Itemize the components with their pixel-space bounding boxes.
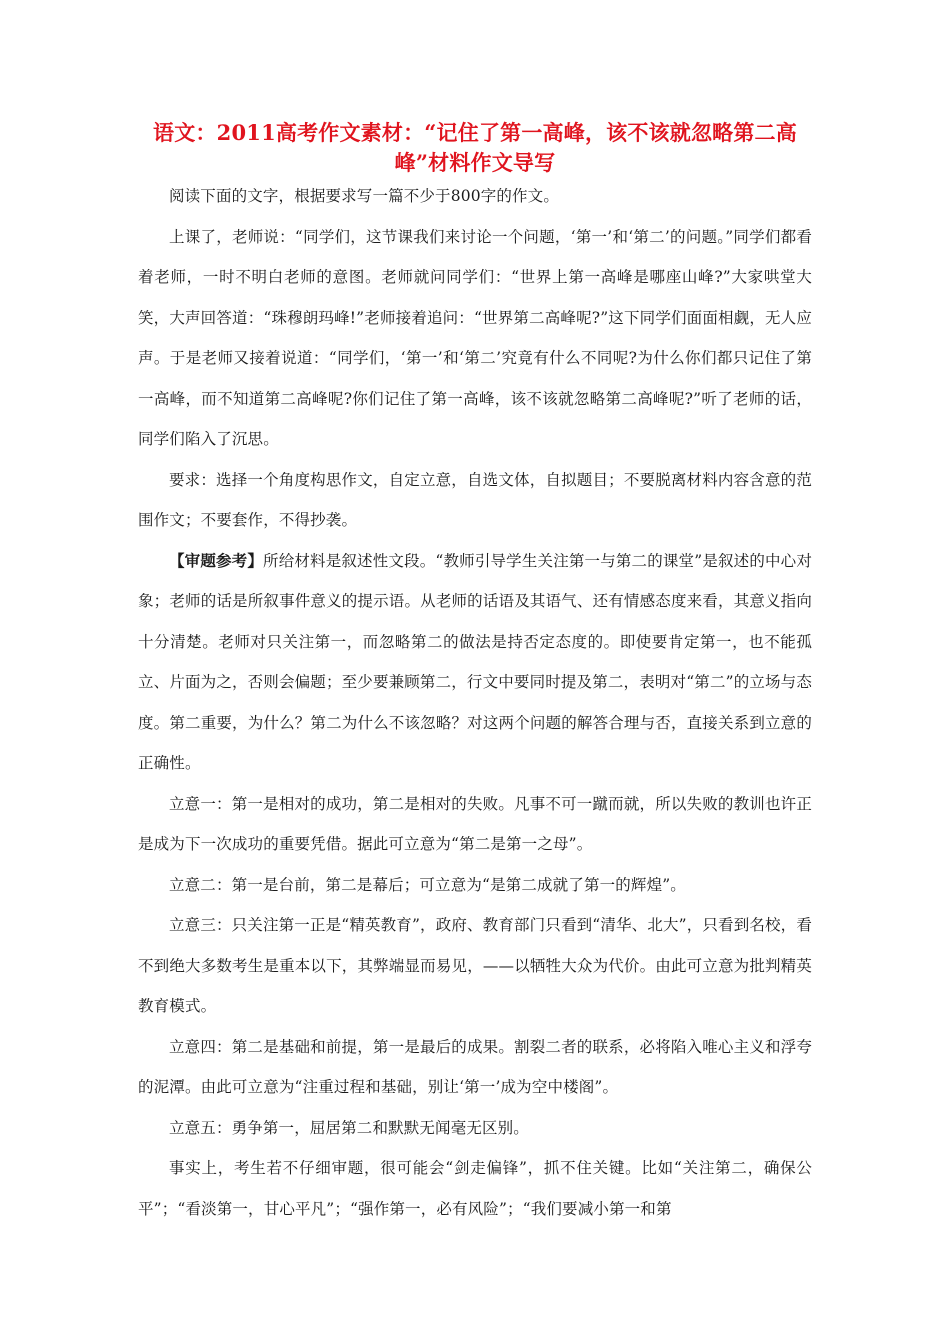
prompt-instruction: 阅读下面的文字，根据要求写一篇不少于800字的作文。 (169, 187, 559, 205)
closing-paragraph: 事实上，考生若不仔细审题，很可能会“剑走偏锋”，抓不住关键。比如“关注第二，确保公平”；“看淡第一，甘心平凡”；“强作第一，必有风险”；“我们要减小第一和第 (138, 1159, 812, 1218)
material-story: 上课了，老师说：“同学们，这节课我们来讨论一个问题，‘第一’和‘第二’的问题。”同学们都看着老师，一时不明白老师的意图。老师就问同学们：“世界上第一高峰是哪座山峰?”大家哄堂大笑，大声回答道：“珠穆朗玛峰!”老师接着追问：“世界第二高峰呢?”这下同学们面面相觑，无人应声。于是老师又接着说道：“同学们，‘第一’和‘第二’究竟有什么不同呢?为什么你们都只记住了第一高峰，而不知道第二高峰呢?你们记住了第一高峰，该不该就忽略第二高峰呢?”听了老师的话，同学们陷入了沉思。 (138, 227, 812, 448)
idea-five: 立意五：勇争第一，屈居第二和默默无闻毫无区别。 (169, 1118, 529, 1137)
analysis-paragraph (138, 541, 812, 784)
document-body (138, 176, 812, 1229)
idea-four: 立意四：第二是基础和前提，第一是最后的成果。割裂二者的联系，必将陷入唯心主义和浮夸的泥潭。由此可立意为“注重过程和基础，别让‘第一’成为空中楼阁”。 (138, 1037, 812, 1096)
document-page (138, 118, 812, 1229)
analysis-label: 【审题参考】 (169, 550, 264, 570)
analysis-text: 所给材料是叙述性文段。“教师引导学生关注第一与第二的课堂”是叙述的中心对象；老师的话是所叙事件意义的提示语。从老师的话语及其语气、还有情感态度来看，其意义指向十分清楚。老师对只关注第一，而忽略第二的做法是持否定态度的。即使要肯定第一，也不能孤立、片面为之，否则会偏题；至少要兼顾第二，行文中要同时提及第二，表明对“第二”的立场与态度。第二重要，为什么？第二为什么不该忽略？对这两个问题的解答合理与否，直接关系到立意的正确性。 (138, 551, 812, 772)
document-title: 语文：2011高考作文素材：“记住了第一高峰，该不该就忽略第二高峰”材料作文导写 (153, 120, 797, 175)
idea-three: 立意三：只关注第一正是“精英教育”，政府、教育部门只看到“清华、北大”，只看到名校，看不到绝大多数考生是重本以下，其弊端显而易见，——以牺牲大众为代价。由此可立意为批判精英教育模式。 (138, 916, 812, 1015)
writing-requirements: 要求：选择一个角度构思作文，自定立意，自选文体，自拟题目；不要脱离材料内容含意的范围作文；不要套作，不得抄袭。 (138, 470, 812, 529)
idea-one: 立意一：第一是相对的成功，第二是相对的失败。凡事不可一蹴而就，所以失败的教训也许正是成为下一次成功的重要凭借。据此可立意为“第二是第一之母”。 (138, 794, 812, 853)
idea-two: 立意二：第一是台前，第二是幕后；可立意为“是第二成就了第一的辉煌”。 (169, 875, 686, 894)
